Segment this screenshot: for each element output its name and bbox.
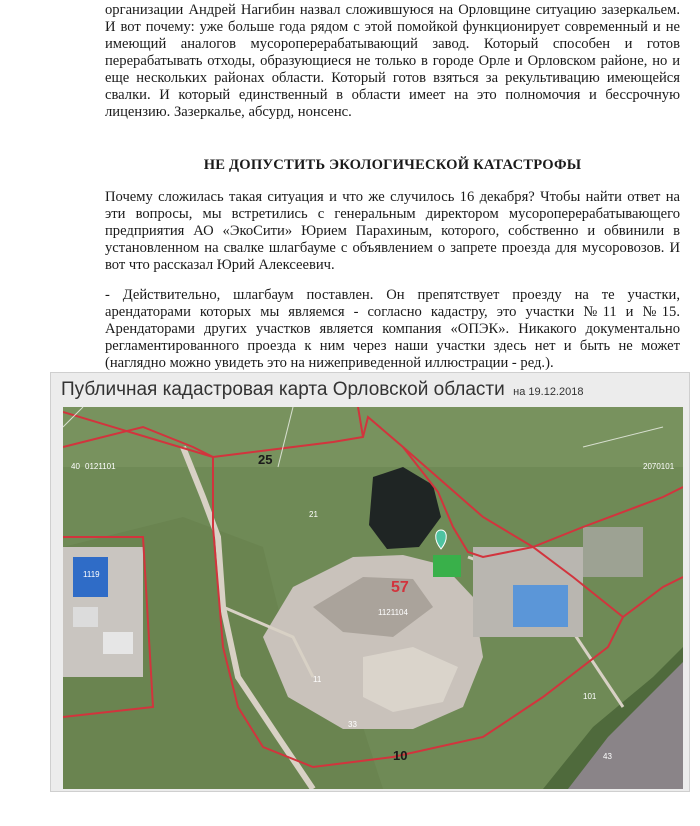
label-plot-25: 25 xyxy=(258,452,273,467)
paragraph-text: Почему сложилась такая ситуация и что же случилось 16 декабря? Чтобы найти ответ на эти вопросы, мы встретились с генеральным директором мусороперерабатывающего предприятия АО «ЭкоСити» Юрием Парахиным, которого, собственно и обвинили в установленном на свалке шлагбауме с объявлением о запрете проезда для мусоровозов. И вот что рассказал Юрий Алексеевич. xyxy=(105,189,680,273)
label-plot-10: 10 xyxy=(393,748,408,763)
roof-west-2 xyxy=(73,607,98,627)
label-plot-11: 11 xyxy=(313,675,322,684)
article-paragraph-1 xyxy=(105,2,680,121)
roof-west-3 xyxy=(103,632,133,654)
map-svg xyxy=(63,407,683,789)
label-plot-101: 101 xyxy=(583,692,597,701)
map-date: на 19.12.2018 xyxy=(513,386,584,398)
label-cad-left: 0121101 xyxy=(85,462,116,471)
plant-roof-blue xyxy=(513,585,568,627)
label-plot-57: 57 xyxy=(391,579,409,596)
terrain-north xyxy=(63,407,683,467)
map-title xyxy=(61,379,583,403)
cadastral-map-figure xyxy=(50,372,690,792)
label-plot-33: 33 xyxy=(348,720,357,729)
label-cad-center: 1121104 xyxy=(378,608,408,617)
paragraph-text: - Действительно, шлагбаум поставлен. Он препятствует проезду на те участки, арендаторами которых мы являемся - согласно кадастру, это участки №11 и №15. Арендаторами других участков является компания «ОПЭК». Никакого документально регламентированного проезда к ним через наши участки здесь нет и быть не может (наглядно можно увидеть это на нижеприведенной иллюстрации - ред.). xyxy=(105,287,680,371)
article-paragraph-3 xyxy=(105,287,680,372)
satellite-map xyxy=(63,407,683,789)
label-cad-right: 2070101 xyxy=(643,462,675,471)
article-paragraph-2 xyxy=(105,189,680,274)
label-plot-21: 21 xyxy=(309,510,318,519)
label-cad-small-left: 1119 xyxy=(83,570,100,579)
label-plot-40: 40 xyxy=(71,462,80,471)
paragraph-text: организации Андрей Нагибин назвал сложившуюся на Орловщине ситуацию зазеркальем. И вот почему: уже больше года рядом с этой помойкой функционирует современный и не имеющий аналогов мусороперерабатывающий завод. Который способен и готов перерабатывать отходы, образующиеся не только в городе Орле и Орловском районе, но и еще нескольких районах области. Который готов взяться за рекультивацию имеющейся свалки. И который единственный в области имеет на это полномочия и бессрочную лицензию. Зазеркалье, абсурд, нонсенс. xyxy=(105,2,680,120)
industrial-lot-east xyxy=(583,527,643,577)
map-title-text: Публичная кадастровая карта Орловской области xyxy=(61,379,505,400)
label-plot-43: 43 xyxy=(603,752,612,761)
roof-green xyxy=(433,555,461,577)
section-heading: НЕ ДОПУСТИТЬ ЭКОЛОГИЧЕСКОЙ КАТАСТРОФЫ xyxy=(203,157,582,173)
